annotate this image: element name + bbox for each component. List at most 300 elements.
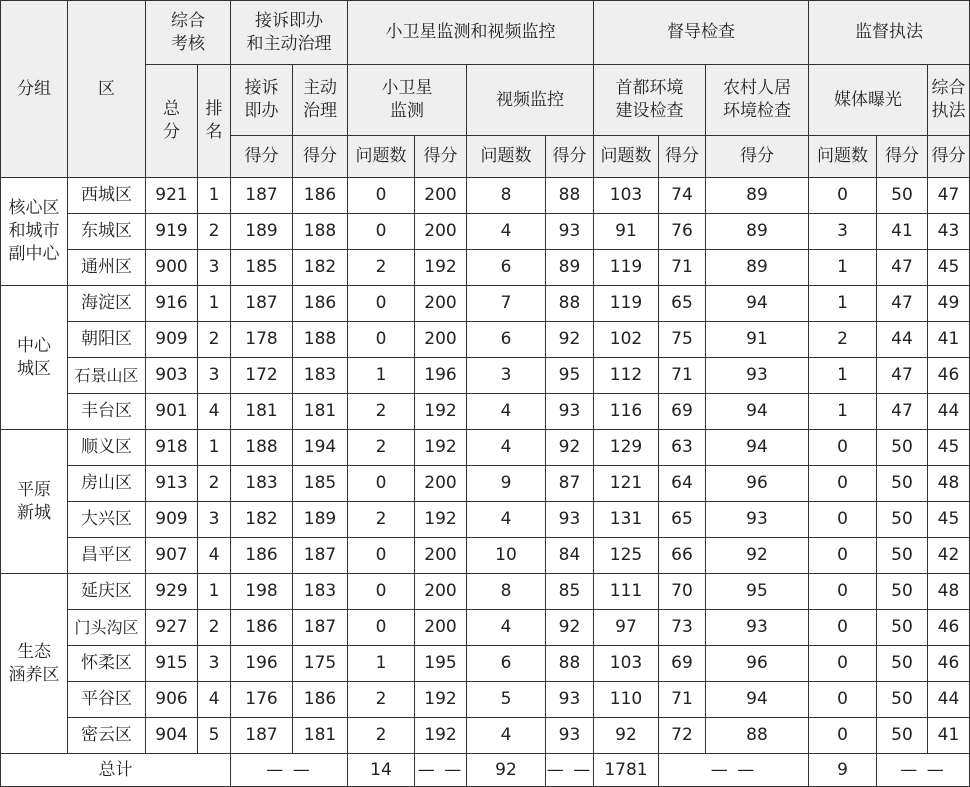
active-governance-score: 187 — [293, 538, 348, 574]
capital-env-score: 69 — [659, 646, 706, 682]
rural-env-score: 88 — [706, 718, 809, 754]
header-district: 区 — [68, 1, 146, 178]
video-score: 93 — [546, 502, 594, 538]
table-row — [1, 466, 970, 502]
capital-env-issues: 121 — [594, 466, 659, 502]
header-score: 得分 — [877, 136, 928, 178]
video-score: 93 — [546, 682, 594, 718]
header-score: 得分 — [706, 136, 809, 178]
complaint-handling-score: 189 — [231, 214, 293, 250]
capital-env-issues: 119 — [594, 286, 659, 322]
header-score: 得分 — [415, 136, 467, 178]
satellite-issues: 2 — [348, 430, 415, 466]
media-issues: 1 — [809, 250, 877, 286]
header-total: 总 分 — [146, 65, 198, 178]
satellite-issues: 0 — [348, 178, 415, 214]
satellite-score: 192 — [415, 502, 467, 538]
capital-env-score: 64 — [659, 466, 706, 502]
table-row — [1, 682, 970, 718]
header-enforcement: 监督执法 — [809, 1, 970, 65]
video-issues: 10 — [467, 538, 546, 574]
total-score: 900 — [146, 250, 198, 286]
district-name: 平谷区 — [68, 682, 146, 718]
header-issues: 问题数 — [809, 136, 877, 178]
header-active-governance: 主动 治理 — [293, 65, 348, 136]
total-score: 929 — [146, 574, 198, 610]
header-issues: 问题数 — [467, 136, 546, 178]
media-score: 50 — [877, 574, 928, 610]
satellite-score: 192 — [415, 718, 467, 754]
video-issues: 3 — [467, 358, 546, 394]
complaint-handling-score: 186 — [231, 610, 293, 646]
media-score: 50 — [877, 430, 928, 466]
active-governance-score: 183 — [293, 574, 348, 610]
rank: 3 — [198, 250, 231, 286]
rural-env-score: 94 — [706, 430, 809, 466]
video-score: 85 — [546, 574, 594, 610]
media-score: 41 — [877, 214, 928, 250]
capital-env-score: 71 — [659, 358, 706, 394]
header-overall: 综合 考核 — [146, 1, 231, 65]
rank: 2 — [198, 466, 231, 502]
capital-env-score: 76 — [659, 214, 706, 250]
media-issues: 0 — [809, 718, 877, 754]
total-score: 921 — [146, 178, 198, 214]
district-name: 丰台区 — [68, 394, 146, 430]
capital-env-issues: 131 — [594, 502, 659, 538]
video-score: 92 — [546, 610, 594, 646]
video-issues: 6 — [467, 322, 546, 358]
media-score: 50 — [877, 466, 928, 502]
satellite-issues: 1 — [348, 358, 415, 394]
table-row — [1, 502, 970, 538]
satellite-issues: 0 — [348, 322, 415, 358]
rank: 2 — [198, 322, 231, 358]
media-score: 50 — [877, 682, 928, 718]
table-row — [1, 358, 970, 394]
complaint-handling-score: 188 — [231, 430, 293, 466]
satellite-score: 200 — [415, 466, 467, 502]
media-issues: 0 — [809, 178, 877, 214]
rural-env-score: 89 — [706, 178, 809, 214]
rank: 2 — [198, 610, 231, 646]
media-issues: 1 — [809, 394, 877, 430]
header-video: 视频监控 — [467, 65, 594, 136]
capital-env-issues: 103 — [594, 646, 659, 682]
active-governance-score: 187 — [293, 610, 348, 646]
table-footer — [1, 754, 970, 787]
total-score: 916 — [146, 286, 198, 322]
video-score: 92 — [546, 322, 594, 358]
satellite-issues: 0 — [348, 466, 415, 502]
video-issues: 7 — [467, 286, 546, 322]
header-comprehensive: 综合 执法 — [928, 65, 970, 136]
rural-env-score: 94 — [706, 286, 809, 322]
capital-env-score: 71 — [659, 250, 706, 286]
video-issues: 4 — [467, 502, 546, 538]
comprehensive-score: 44 — [928, 394, 970, 430]
satellite-issues: 0 — [348, 574, 415, 610]
table-row — [1, 718, 970, 754]
capital-env-score: 66 — [659, 538, 706, 574]
active-governance-score: 185 — [293, 466, 348, 502]
district-name: 怀柔区 — [68, 646, 146, 682]
rural-env-score: 93 — [706, 502, 809, 538]
active-governance-score: 186 — [293, 286, 348, 322]
total-complaint: — — — [231, 754, 348, 787]
table-header — [1, 1, 970, 178]
district-name: 石景山区 — [68, 358, 146, 394]
total-score: 909 — [146, 502, 198, 538]
satellite-issues: 2 — [348, 250, 415, 286]
total-score: 904 — [146, 718, 198, 754]
active-governance-score: 188 — [293, 214, 348, 250]
media-issues: 0 — [809, 502, 877, 538]
capital-env-score: 65 — [659, 286, 706, 322]
district-name: 昌平区 — [68, 538, 146, 574]
complaint-handling-score: 176 — [231, 682, 293, 718]
satellite-score: 200 — [415, 214, 467, 250]
total-satellite-issues: 14 — [348, 754, 415, 787]
satellite-issues: 0 — [348, 610, 415, 646]
complaint-handling-score: 182 — [231, 502, 293, 538]
header-satellite: 小卫星 监测 — [348, 65, 467, 136]
comprehensive-score: 43 — [928, 214, 970, 250]
video-issues: 8 — [467, 178, 546, 214]
media-issues: 0 — [809, 646, 877, 682]
active-governance-score: 188 — [293, 322, 348, 358]
comprehensive-score: 45 — [928, 502, 970, 538]
video-issues: 4 — [467, 394, 546, 430]
media-issues: 0 — [809, 430, 877, 466]
media-issues: 0 — [809, 538, 877, 574]
active-governance-score: 175 — [293, 646, 348, 682]
complaint-handling-score: 185 — [231, 250, 293, 286]
capital-env-score: 72 — [659, 718, 706, 754]
rank: 3 — [198, 646, 231, 682]
header-score: 得分 — [231, 136, 293, 178]
satellite-score: 195 — [415, 646, 467, 682]
active-governance-score: 183 — [293, 358, 348, 394]
capital-env-issues: 119 — [594, 250, 659, 286]
video-issues: 6 — [467, 250, 546, 286]
group-name: 核心区 和城市 副中心 — [1, 178, 68, 286]
total-satellite-score: — — — [415, 754, 467, 787]
total-capital-issues: 1781 — [594, 754, 659, 787]
capital-env-issues: 112 — [594, 358, 659, 394]
rank: 5 — [198, 718, 231, 754]
media-score: 50 — [877, 718, 928, 754]
satellite-score: 200 — [415, 322, 467, 358]
total-score: 919 — [146, 214, 198, 250]
active-governance-score: 189 — [293, 502, 348, 538]
header-supervision: 督导检查 — [594, 1, 809, 65]
satellite-issues: 2 — [348, 502, 415, 538]
rural-env-score: 95 — [706, 574, 809, 610]
table-row — [1, 214, 970, 250]
rural-env-score: 93 — [706, 358, 809, 394]
rank: 1 — [198, 178, 231, 214]
total-media-issues: 9 — [809, 754, 877, 787]
capital-env-issues: 97 — [594, 610, 659, 646]
table-row — [1, 574, 970, 610]
satellite-score: 192 — [415, 394, 467, 430]
group-name: 生态 涵养区 — [1, 574, 68, 754]
comprehensive-score: 47 — [928, 178, 970, 214]
table-row — [1, 250, 970, 286]
rural-env-score: 93 — [706, 610, 809, 646]
comprehensive-score: 49 — [928, 286, 970, 322]
satellite-score: 200 — [415, 610, 467, 646]
video-issues: 4 — [467, 610, 546, 646]
media-score: 47 — [877, 394, 928, 430]
video-score: 93 — [546, 394, 594, 430]
rank: 3 — [198, 358, 231, 394]
satellite-score: 192 — [415, 682, 467, 718]
capital-env-issues: 110 — [594, 682, 659, 718]
district-name: 东城区 — [68, 214, 146, 250]
media-score: 47 — [877, 358, 928, 394]
table-row — [1, 178, 970, 214]
satellite-issues: 0 — [348, 286, 415, 322]
total-score: 913 — [146, 466, 198, 502]
header-capital-env: 首都环境 建设检查 — [594, 65, 706, 136]
total-score: 906 — [146, 682, 198, 718]
table-row — [1, 286, 970, 322]
rank: 1 — [198, 574, 231, 610]
district-name: 朝阳区 — [68, 322, 146, 358]
total-score: 918 — [146, 430, 198, 466]
comprehensive-score: 45 — [928, 430, 970, 466]
capital-env-score: 74 — [659, 178, 706, 214]
satellite-issues: 0 — [348, 538, 415, 574]
total-video-score: — — — [546, 754, 594, 787]
comprehensive-score: 46 — [928, 358, 970, 394]
district-name: 房山区 — [68, 466, 146, 502]
video-score: 95 — [546, 358, 594, 394]
header-score: 得分 — [546, 136, 594, 178]
total-score: 903 — [146, 358, 198, 394]
comprehensive-score: 41 — [928, 718, 970, 754]
capital-env-issues: 103 — [594, 178, 659, 214]
capital-env-issues: 111 — [594, 574, 659, 610]
media-issues: 0 — [809, 682, 877, 718]
comprehensive-score: 45 — [928, 250, 970, 286]
table-row — [1, 430, 970, 466]
active-governance-score: 194 — [293, 430, 348, 466]
table-row — [1, 394, 970, 430]
media-score: 50 — [877, 646, 928, 682]
rank: 2 — [198, 214, 231, 250]
rank: 4 — [198, 682, 231, 718]
media-score: 44 — [877, 322, 928, 358]
header-satellite-video: 小卫星监测和视频监控 — [348, 1, 594, 65]
media-issues: 0 — [809, 466, 877, 502]
total-capital-rural-score: — — — [659, 754, 809, 787]
complaint-handling-score: 178 — [231, 322, 293, 358]
comprehensive-score: 44 — [928, 682, 970, 718]
district-name: 密云区 — [68, 718, 146, 754]
capital-env-score: 69 — [659, 394, 706, 430]
media-issues: 2 — [809, 322, 877, 358]
comprehensive-score: 48 — [928, 574, 970, 610]
comprehensive-score: 46 — [928, 610, 970, 646]
rural-env-score: 96 — [706, 466, 809, 502]
rural-env-score: 89 — [706, 250, 809, 286]
comprehensive-score: 41 — [928, 322, 970, 358]
active-governance-score: 182 — [293, 250, 348, 286]
capital-env-score: 63 — [659, 430, 706, 466]
rural-env-score: 89 — [706, 214, 809, 250]
video-score: 88 — [546, 178, 594, 214]
active-governance-score: 186 — [293, 178, 348, 214]
complaint-handling-score: 172 — [231, 358, 293, 394]
capital-env-issues: 129 — [594, 430, 659, 466]
rank: 1 — [198, 430, 231, 466]
table-row — [1, 646, 970, 682]
media-score: 50 — [877, 502, 928, 538]
rural-env-score: 94 — [706, 394, 809, 430]
video-issues: 8 — [467, 574, 546, 610]
total-score: 915 — [146, 646, 198, 682]
media-issues: 0 — [809, 574, 877, 610]
header-rural-env: 农村人居 环境检查 — [706, 65, 809, 136]
header-complaint-handling: 接诉 即办 — [231, 65, 293, 136]
district-name: 门头沟区 — [68, 610, 146, 646]
rural-env-score: 92 — [706, 538, 809, 574]
capital-env-score: 70 — [659, 574, 706, 610]
header-group: 分组 — [1, 1, 68, 178]
satellite-score: 200 — [415, 538, 467, 574]
header-rank: 排 名 — [198, 65, 231, 178]
complaint-handling-score: 187 — [231, 718, 293, 754]
capital-env-score: 73 — [659, 610, 706, 646]
satellite-score: 200 — [415, 178, 467, 214]
header-score: 得分 — [293, 136, 348, 178]
total-video-issues: 92 — [467, 754, 546, 787]
comprehensive-score: 46 — [928, 646, 970, 682]
complaint-handling-score: 183 — [231, 466, 293, 502]
video-issues: 9 — [467, 466, 546, 502]
complaint-handling-score: 198 — [231, 574, 293, 610]
rank: 4 — [198, 538, 231, 574]
comprehensive-score: 42 — [928, 538, 970, 574]
total-label: 总计 — [1, 754, 231, 787]
header-issues: 问题数 — [594, 136, 659, 178]
satellite-score: 200 — [415, 286, 467, 322]
video-issues: 5 — [467, 682, 546, 718]
header-media: 媒体曝光 — [809, 65, 928, 136]
district-name: 海淀区 — [68, 286, 146, 322]
satellite-score: 196 — [415, 358, 467, 394]
active-governance-score: 181 — [293, 718, 348, 754]
rank: 1 — [198, 286, 231, 322]
district-name: 通州区 — [68, 250, 146, 286]
header-score: 得分 — [659, 136, 706, 178]
group-name: 平原 新城 — [1, 430, 68, 574]
capital-env-issues: 91 — [594, 214, 659, 250]
satellite-score: 200 — [415, 574, 467, 610]
media-score: 50 — [877, 538, 928, 574]
satellite-score: 192 — [415, 430, 467, 466]
satellite-issues: 0 — [348, 214, 415, 250]
complaint-handling-score: 187 — [231, 286, 293, 322]
media-issues: 3 — [809, 214, 877, 250]
header-issues: 问题数 — [348, 136, 415, 178]
district-name: 西城区 — [68, 178, 146, 214]
media-score: 50 — [877, 178, 928, 214]
district-name: 顺义区 — [68, 430, 146, 466]
complaint-handling-score: 187 — [231, 178, 293, 214]
satellite-score: 192 — [415, 250, 467, 286]
complaint-handling-score: 186 — [231, 538, 293, 574]
capital-env-issues: 102 — [594, 322, 659, 358]
video-score: 87 — [546, 466, 594, 502]
capital-env-issues: 116 — [594, 394, 659, 430]
total-score: 901 — [146, 394, 198, 430]
rank: 3 — [198, 502, 231, 538]
satellite-issues: 2 — [348, 718, 415, 754]
capital-env-issues: 125 — [594, 538, 659, 574]
media-issues: 1 — [809, 286, 877, 322]
satellite-issues: 2 — [348, 682, 415, 718]
media-score: 50 — [877, 610, 928, 646]
video-score: 93 — [546, 214, 594, 250]
complaint-handling-score: 196 — [231, 646, 293, 682]
total-score: 927 — [146, 610, 198, 646]
comprehensive-score: 48 — [928, 466, 970, 502]
district-name: 大兴区 — [68, 502, 146, 538]
video-score: 88 — [546, 646, 594, 682]
header-score: 得分 — [928, 136, 970, 178]
satellite-issues: 2 — [348, 394, 415, 430]
video-score: 88 — [546, 286, 594, 322]
rural-env-score: 94 — [706, 682, 809, 718]
video-score: 92 — [546, 430, 594, 466]
media-score: 47 — [877, 250, 928, 286]
total-enforcement-score: — — — [877, 754, 970, 787]
complaint-handling-score: 181 — [231, 394, 293, 430]
rural-env-score: 96 — [706, 646, 809, 682]
video-issues: 4 — [467, 718, 546, 754]
video-issues: 6 — [467, 646, 546, 682]
capital-env-score: 75 — [659, 322, 706, 358]
capital-env-issues: 92 — [594, 718, 659, 754]
video-issues: 4 — [467, 214, 546, 250]
media-score: 47 — [877, 286, 928, 322]
rural-env-score: 91 — [706, 322, 809, 358]
capital-env-score: 65 — [659, 502, 706, 538]
video-issues: 4 — [467, 430, 546, 466]
video-score: 89 — [546, 250, 594, 286]
group-name: 中心 城区 — [1, 286, 68, 430]
active-governance-score: 181 — [293, 394, 348, 430]
table-body — [1, 178, 970, 754]
media-issues: 0 — [809, 610, 877, 646]
header-complaint: 接诉即办 和主动治理 — [231, 1, 348, 65]
total-score: 907 — [146, 538, 198, 574]
total-score: 909 — [146, 322, 198, 358]
active-governance-score: 186 — [293, 682, 348, 718]
video-score: 84 — [546, 538, 594, 574]
rank: 4 — [198, 394, 231, 430]
satellite-issues: 1 — [348, 646, 415, 682]
district-name: 延庆区 — [68, 574, 146, 610]
capital-env-score: 71 — [659, 682, 706, 718]
media-issues: 1 — [809, 358, 877, 394]
table-row — [1, 610, 970, 646]
video-score: 93 — [546, 718, 594, 754]
